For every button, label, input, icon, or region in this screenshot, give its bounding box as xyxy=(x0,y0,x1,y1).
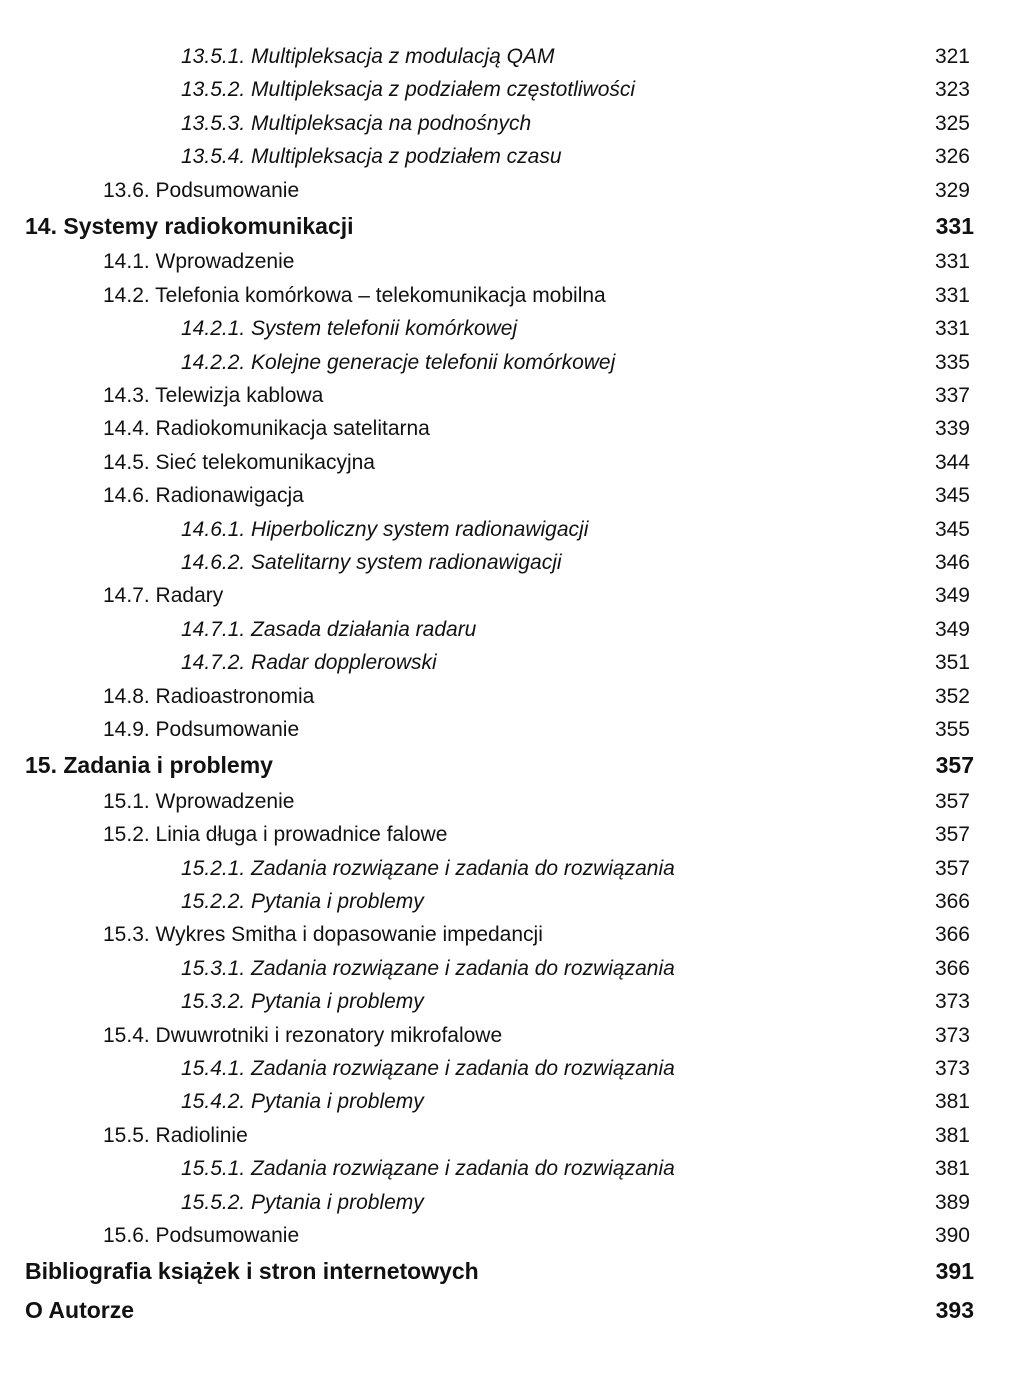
toc-entry-page-number: 331 xyxy=(934,283,970,307)
toc-subsection-entry xyxy=(0,1186,1018,1219)
toc-section-entry xyxy=(0,245,1018,278)
toc-entry-title: 15.3.1. Zadania rozwiązane i zadania do rozwiązania xyxy=(181,956,675,980)
toc-entry-title: 14.6.1. Hiperboliczny system radionawigacji xyxy=(181,517,589,541)
toc-entry-page-number: 357 xyxy=(934,823,970,847)
toc-subsection-entry xyxy=(0,1085,1018,1118)
toc-entry-page-number: 373 xyxy=(934,1056,970,1080)
toc-section-entry xyxy=(0,1019,1018,1052)
toc-entry-page-number: 381 xyxy=(934,1090,970,1114)
toc-entry-title: 13.5.1. Multipleksacja z modulacją QAM xyxy=(181,45,555,68)
toc-entry-title: 14.2.2. Kolejne generacje telefonii komórkowej xyxy=(181,350,616,374)
toc-entry-title: 15.5.1. Zadania rozwiązane i zadania do rozwiązania xyxy=(181,1157,675,1181)
toc-entry-page-number: 381 xyxy=(934,1123,970,1147)
toc-entry-title: 14. Systemy radiokomunikacji xyxy=(25,212,354,239)
toc-entry-page-number: 335 xyxy=(934,350,970,374)
toc-entry-title: 15.3.2. Pytania i problemy xyxy=(181,990,424,1014)
toc-section-entry xyxy=(0,818,1018,851)
toc-entry-page-number: 331 xyxy=(934,250,970,274)
toc-section-entry xyxy=(0,1119,1018,1152)
toc-entry-page-number: 345 xyxy=(934,484,970,508)
toc-entry-page-number: 366 xyxy=(934,956,970,980)
toc-entry-title: 14.7.1. Zasada działania radaru xyxy=(181,617,477,641)
toc-entry-title: 15.4. Dwuwrotniki i rezonatory mikrofalowe xyxy=(103,1023,503,1047)
toc-entry-title: 15.2.1. Zadania rozwiązane i zadania do rozwiązania xyxy=(181,856,675,880)
toc-subsection-entry xyxy=(0,985,1018,1018)
toc-chapter-entry xyxy=(0,207,1018,246)
toc-subsection-entry xyxy=(0,73,1018,106)
toc-subsection-entry xyxy=(0,346,1018,379)
toc-entry-page-number: 331 xyxy=(934,317,970,341)
toc-entry-title: 15. Zadania i problemy xyxy=(25,752,273,779)
toc-section-entry xyxy=(0,174,1018,207)
toc-subsection-entry xyxy=(0,1052,1018,1085)
toc-entry-page-number: 323 xyxy=(934,78,970,102)
toc-entry-title: 14.9. Podsumowanie xyxy=(103,717,300,741)
toc-entry-title: 15.1. Wprowadzenie xyxy=(103,789,295,813)
toc-entry-title: 14.3. Telewizja kablowa xyxy=(103,384,324,408)
toc-entry-title: 14.5. Sieć telekomunikacyjna xyxy=(103,450,375,474)
toc-entry-title: 14.7. Radary xyxy=(103,584,224,608)
toc-subsection-entry xyxy=(0,140,1018,173)
toc-section-entry xyxy=(0,479,1018,512)
table-of-contents xyxy=(0,40,1018,1329)
toc-section-entry xyxy=(0,1219,1018,1252)
toc-entry-page-number: 357 xyxy=(934,789,970,813)
toc-entry-page-number: 381 xyxy=(934,1157,970,1181)
toc-section-entry xyxy=(0,713,1018,746)
toc-entry-title: 15.5. Radiolinie xyxy=(103,1123,248,1147)
toc-chapter-entry xyxy=(0,1252,1018,1291)
toc-entry-page-number: 349 xyxy=(934,617,970,641)
toc-entry-page-number: 357 xyxy=(934,856,970,880)
toc-section-entry xyxy=(0,379,1018,412)
toc-section-entry xyxy=(0,279,1018,312)
toc-subsection-entry xyxy=(0,1152,1018,1185)
toc-subsection-entry xyxy=(0,952,1018,985)
toc-entry-title: 14.6.2. Satelitarny system radionawigacji xyxy=(181,550,562,574)
toc-entry-page-number: 344 xyxy=(934,450,970,474)
toc-entry-page-number: 390 xyxy=(934,1223,970,1247)
toc-entry-title: 14.4. Radiokomunikacja satelitarna xyxy=(103,417,430,441)
toc-entry-title: O Autorze xyxy=(25,1296,135,1323)
toc-entry-page-number: 373 xyxy=(934,990,970,1014)
toc-entry-title: 14.8. Radioastronomia xyxy=(103,684,315,708)
toc-entry-page-number: 345 xyxy=(934,517,970,541)
toc-entry-title: Bibliografia książek i stron internetowych xyxy=(25,1258,479,1285)
toc-entry-page-number: 373 xyxy=(934,1023,970,1047)
toc-chapter-entry xyxy=(0,746,1018,785)
toc-subsection-entry xyxy=(0,646,1018,679)
toc-subsection-entry xyxy=(0,613,1018,646)
toc-subsection-entry xyxy=(0,885,1018,918)
toc-entry-page-number: 355 xyxy=(934,717,970,741)
toc-section-entry xyxy=(0,918,1018,951)
toc-entry-page-number: 393 xyxy=(935,1296,974,1323)
toc-entry-title: 14.6. Radionawigacja xyxy=(103,484,304,508)
toc-subsection-entry xyxy=(0,312,1018,345)
toc-chapter-entry xyxy=(0,1291,1018,1330)
toc-entry-page-number: 366 xyxy=(934,923,970,947)
toc-entry-title: 15.6. Podsumowanie xyxy=(103,1223,300,1247)
toc-entry-title: 15.2. Linia długa i prowadnice falowe xyxy=(103,823,448,847)
toc-entry-title: 15.4.2. Pytania i problemy xyxy=(181,1090,424,1114)
toc-entry-page-number: 357 xyxy=(935,752,974,779)
toc-entry-page-number: 326 xyxy=(934,145,970,169)
toc-entry-title: 13.6. Podsumowanie xyxy=(103,178,300,202)
toc-entry-page-number: 321 xyxy=(934,45,970,68)
toc-entry-title: 14.7.2. Radar dopplerowski xyxy=(181,651,437,675)
toc-entry-title: 14.1. Wprowadzenie xyxy=(103,250,295,274)
toc-section-entry xyxy=(0,412,1018,445)
toc-section-entry xyxy=(0,785,1018,818)
toc-entry-title: 14.2. Telefonia komórkowa – telekomunikacja mobilna xyxy=(103,283,606,307)
toc-entry-page-number: 337 xyxy=(934,384,970,408)
toc-entry-page-number: 331 xyxy=(935,212,974,239)
toc-entry-page-number: 351 xyxy=(934,651,970,675)
toc-entry-title: 13.5.2. Multipleksacja z podziałem częstotliwości xyxy=(181,78,636,102)
toc-subsection-entry xyxy=(0,513,1018,546)
toc-subsection-entry xyxy=(0,852,1018,885)
toc-subsection-entry xyxy=(0,40,1018,73)
toc-entry-page-number: 346 xyxy=(934,550,970,574)
toc-entry-page-number: 352 xyxy=(934,684,970,708)
toc-subsection-entry xyxy=(0,107,1018,140)
toc-entry-title: 15.3. Wykres Smitha i dopasowanie impedancji xyxy=(103,923,543,947)
toc-entry-title: 15.4.1. Zadania rozwiązane i zadania do rozwiązania xyxy=(181,1056,675,1080)
toc-entry-title: 13.5.4. Multipleksacja z podziałem czasu xyxy=(181,145,562,169)
toc-entry-page-number: 329 xyxy=(934,178,970,202)
toc-entry-page-number: 325 xyxy=(934,111,970,135)
toc-entry-page-number: 389 xyxy=(934,1190,970,1214)
toc-entry-title: 15.5.2. Pytania i problemy xyxy=(181,1190,424,1214)
toc-subsection-entry xyxy=(0,546,1018,579)
toc-section-entry xyxy=(0,446,1018,479)
toc-section-entry xyxy=(0,680,1018,713)
toc-entry-page-number: 366 xyxy=(934,889,970,913)
toc-entry-title: 13.5.3. Multipleksacja na podnośnych xyxy=(181,111,532,135)
toc-entry-page-number: 349 xyxy=(934,584,970,608)
toc-entry-title: 15.2.2. Pytania i problemy xyxy=(181,889,424,913)
toc-entry-page-number: 391 xyxy=(935,1258,974,1285)
toc-entry-page-number: 339 xyxy=(934,417,970,441)
toc-entry-title: 14.2.1. System telefonii komórkowej xyxy=(181,317,518,341)
toc-section-entry xyxy=(0,579,1018,612)
